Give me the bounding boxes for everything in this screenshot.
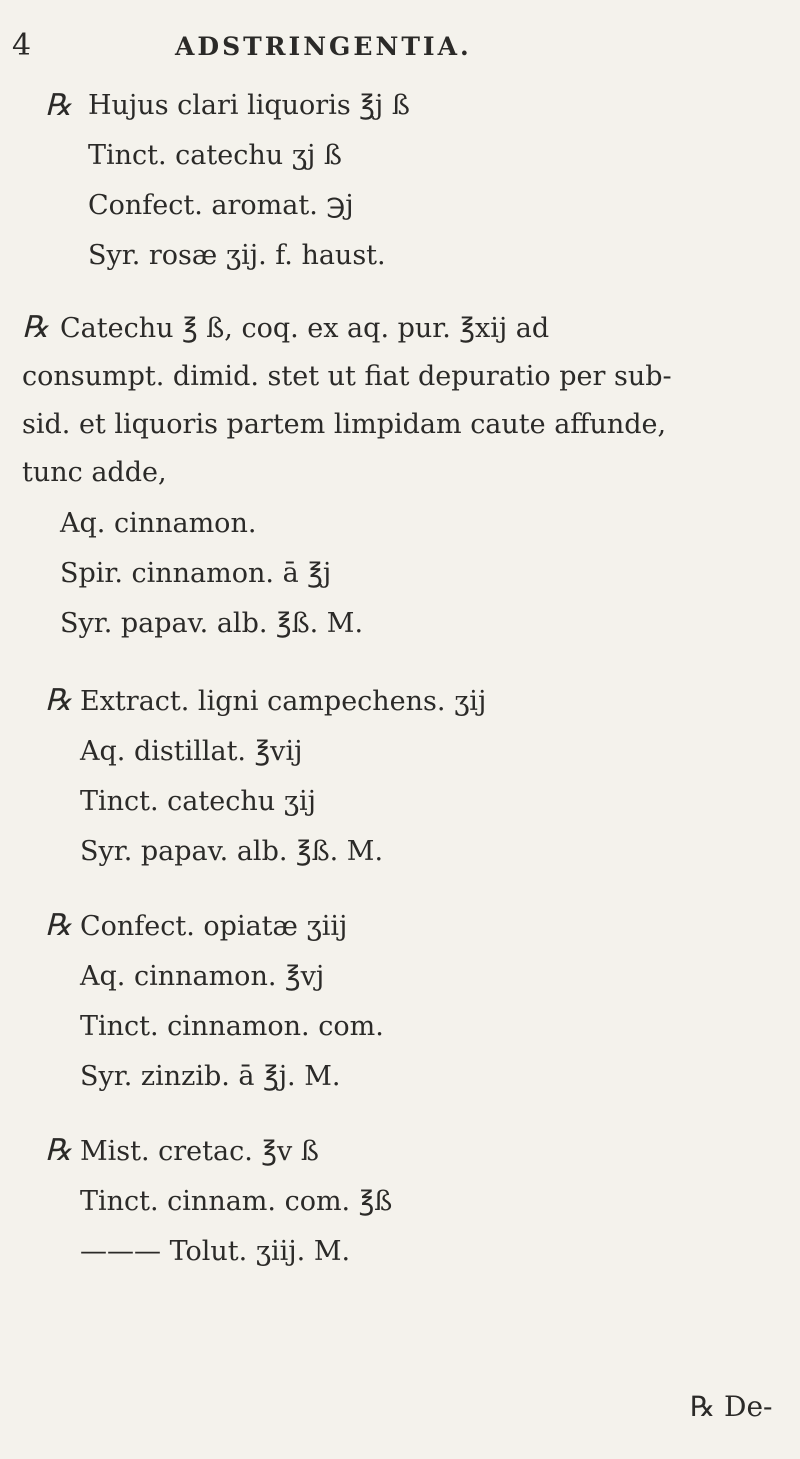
- recipe-line: Confect. aromat. ℈j: [88, 190, 354, 221]
- recipe-line: tunc adde,: [22, 457, 167, 488]
- rx-symbol: ℞: [45, 88, 72, 123]
- recipe-line: Syr. papav. alb. ℥ß. M.: [80, 836, 384, 867]
- recipe-line: Tinct. cinnam. com. ℥ß: [80, 1186, 393, 1217]
- catchword: ℞ De-: [690, 1390, 773, 1423]
- rx-symbol: ℞: [45, 683, 72, 718]
- recipe-line: Hujus clari liquoris ℥j ß: [88, 90, 410, 121]
- rx-symbol: ℞: [22, 310, 49, 345]
- rx-symbol: ℞: [45, 1133, 72, 1168]
- recipe-line: Syr. papav. alb. ℥ß. M.: [60, 608, 364, 639]
- recipe-line: Syr. zinzib. ā ℥j. M.: [80, 1061, 341, 1092]
- recipe-line: Mist. cretac. ℥v ß: [80, 1136, 319, 1167]
- recipe-line: consumpt. dimid. stet ut fiat depuratio per sub-: [22, 361, 672, 392]
- page-number: 4: [12, 28, 32, 63]
- rx-symbol: ℞: [45, 908, 72, 943]
- recipe-line: Aq. cinnamon.: [60, 508, 257, 539]
- recipe-line: Spir. cinnamon. ā ℥j: [60, 558, 332, 589]
- running-head: ADSTRINGENTIA.: [175, 32, 472, 61]
- recipe-line: Aq. distillat. ℥vij: [80, 736, 303, 767]
- recipe-line: Syr. rosæ ʒij. f. haust.: [88, 240, 386, 271]
- recipe-line: Tinct. catechu ʒj ß: [88, 140, 342, 171]
- recipe-line: Tinct. cinnamon. com.: [80, 1011, 384, 1042]
- recipe-line: Confect. opiatæ ʒiij: [80, 911, 348, 942]
- recipe-line: Catechu ℥ ß, coq. ex aq. pur. ℥xij ad: [60, 313, 550, 344]
- recipe-line: Tinct. catechu ʒij: [80, 786, 316, 817]
- recipe-line: ——— Tolut. ʒiij. M.: [80, 1236, 351, 1267]
- recipe-line: sid. et liquoris partem limpidam caute affunde,: [22, 409, 667, 440]
- recipe-line: Aq. cinnamon. ℥vj: [80, 961, 325, 992]
- recipe-line: Extract. ligni campechens. ʒij: [80, 686, 487, 717]
